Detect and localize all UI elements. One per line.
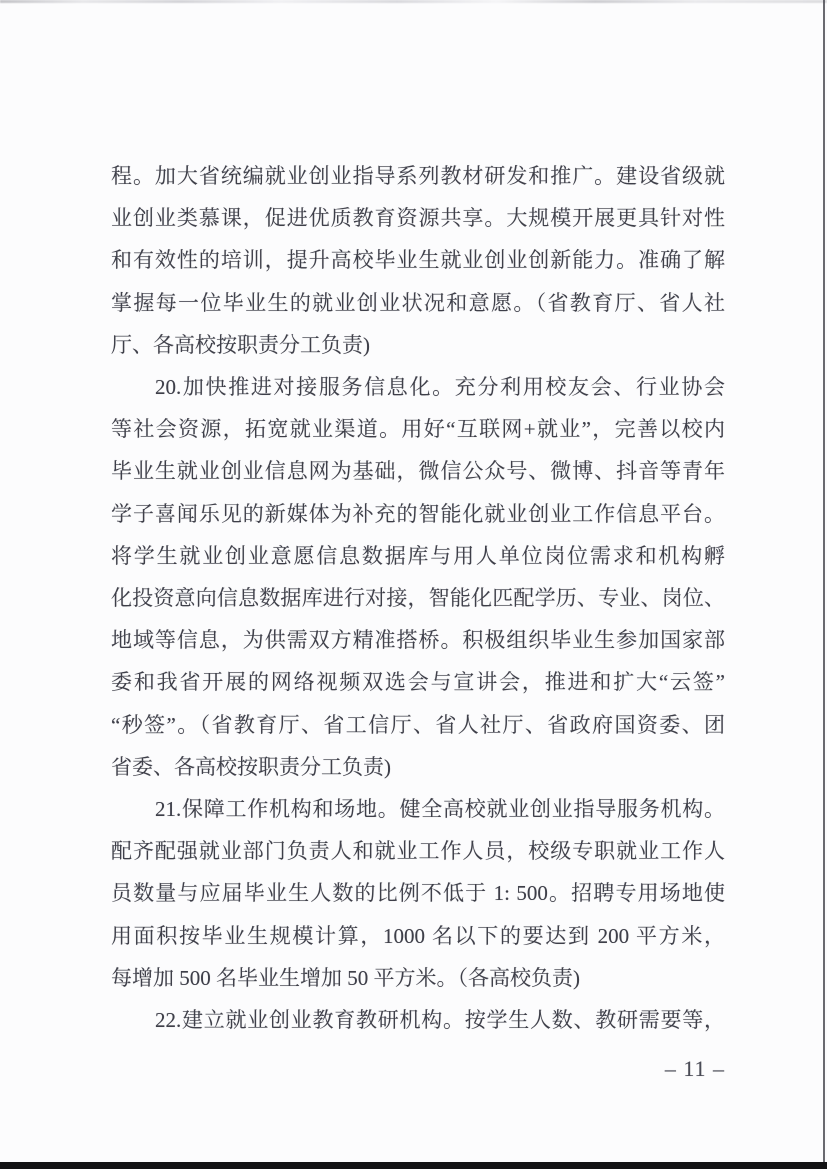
document-line: 程。加大省统编就业创业指导系列教材研发和推广。建设省级就 xyxy=(111,164,725,188)
document-line: 配齐配强就业部门负责人和就业工作人员，校级专职就业工作人 xyxy=(111,839,725,864)
document-line: “秒签”。（省教育厅、省工信厅、省人社厅、省政府国资委、团 xyxy=(111,712,725,737)
document-line: 等社会资源，拓宽就业渠道。用好“互联网+就业”，完善以校内 xyxy=(111,417,725,442)
document-text-block xyxy=(111,155,725,1041)
scan-artifact-bottom-edge xyxy=(0,1162,827,1169)
document-line: 厅、各高校按职责分工负责) xyxy=(111,332,370,357)
document-line: 委和我省开展的网络视频双选会与宣讲会，推进和扩大“云签” xyxy=(111,670,725,695)
document-line: 学子喜闻乐见的新媒体为补充的智能化就业创业工作信息平台。 xyxy=(111,501,725,526)
document-line: 掌握每一位毕业生的就业创业状况和意愿。（省教育厅、省人社 xyxy=(111,290,725,315)
document-line: 22.建立就业创业教育教研机构。按学生人数、教研需要等， xyxy=(155,1008,725,1033)
document-line: 将学生就业创业意愿信息数据库与用人单位岗位需求和机构孵 xyxy=(111,543,725,568)
scan-artifact-right-edge xyxy=(823,0,825,1162)
document-line: 化投资意向信息数据库进行对接，智能化匹配学历、专业、岗位、 xyxy=(111,586,725,611)
document-line: 地域等信息，为供需双方精准搭桥。积极组织毕业生参加国家部 xyxy=(111,628,725,653)
page-number: – 11 – xyxy=(664,1056,725,1081)
document-line: 和有效性的培训，提升高校毕业生就业创业创新能力。准确了解 xyxy=(111,248,725,273)
document-line: 用面积按毕业生规模计算，1000 名以下的要达到 200 平方米， xyxy=(111,923,725,948)
document-line: 毕业生就业创业信息网为基础，微信公众号、微博、抖音等青年 xyxy=(111,459,725,484)
document-line: 每增加 500 名毕业生增加 50 平方米。（各高校负责) xyxy=(111,965,580,990)
document-line: 21.保障工作机构和场地。健全高校就业创业指导服务机构。 xyxy=(155,797,725,822)
scan-artifact-top-edge xyxy=(0,0,827,3)
document-line: 员数量与应届毕业生人数的比例不低于 1: 500。招聘专用场地使 xyxy=(111,881,725,906)
document-line: 省委、各高校按职责分工负责) xyxy=(111,754,391,779)
document-line: 20.加快推进对接服务信息化。充分利用校友会、行业协会 xyxy=(155,375,725,400)
document-line: 业创业类慕课，促进优质教育资源共享。大规模开展更具针对性 xyxy=(111,206,725,231)
